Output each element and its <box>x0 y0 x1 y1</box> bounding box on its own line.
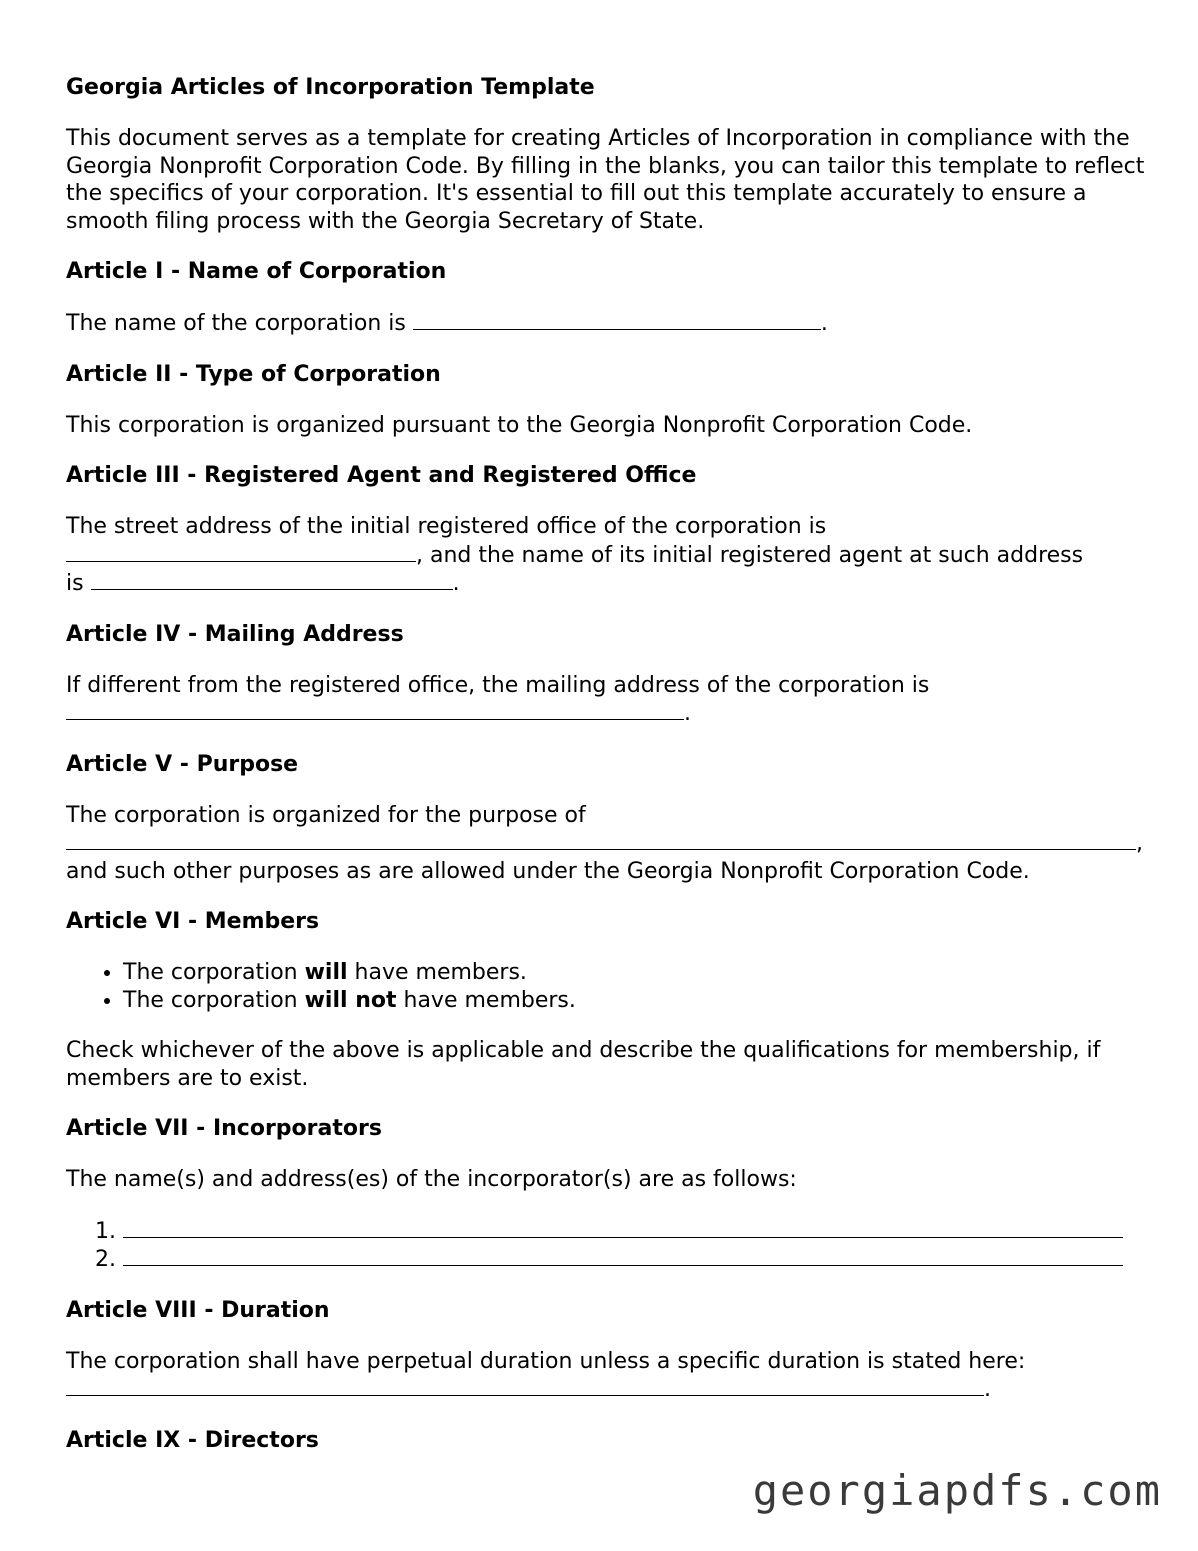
article-4-heading: Article IV - Mailing Address <box>66 621 404 647</box>
article-5-text <box>66 802 1146 886</box>
article-2-text: This corporation is organized pursuant to the Georgia Nonprofit Corporation Code. <box>66 412 973 438</box>
article-3-line3-after: . <box>452 571 460 596</box>
article-7-text: The name(s) and address(es) of the incorporator(s) are as follows: <box>66 1167 797 1192</box>
article-4-line2-after: . <box>684 701 691 726</box>
members-option-will-not[interactable]: • The corporation will not have members. <box>123 987 1146 1015</box>
article-1-text-before: The name of the corporation is <box>66 311 413 336</box>
article-3-line3-before: is <box>66 571 91 596</box>
article-1-text-after: . <box>820 311 828 336</box>
article-3-line1: The street address of the initial registered office of the corporation is <box>66 514 827 539</box>
article-8-line2-after: . <box>984 1377 991 1402</box>
article-2-heading: Article II - Type of Corporation <box>66 361 441 387</box>
document-title: Georgia Articles of Incorporation Template <box>66 75 595 100</box>
article-8-heading: Article VIII - Duration <box>66 1297 330 1323</box>
mailing-address-blank[interactable] <box>66 699 684 720</box>
corporation-name-blank[interactable] <box>413 309 821 330</box>
article-5-line1: The corporation is organized for the purpose of <box>66 802 586 828</box>
article-9-heading: Article IX - Directors <box>66 1427 319 1453</box>
registered-agent-blank[interactable] <box>91 569 453 590</box>
intro-paragraph: This document serves as a template for creating Articles of Incorporation in compliance with the Georgia Nonprofit Corporation Code. By filling in the blanks, you can tailor this template to reflect the specifics of your corporation. It's essential to fill out this template accurately to ensure a smooth filing process with the Georgia Secretary of State. <box>66 126 1145 234</box>
article-3-line2-after: , and the name of its initial registered agent at such address <box>416 542 1084 568</box>
article-7-heading: Article VII - Incorporators <box>66 1116 382 1141</box>
members-option-will[interactable]: • The corporation will have members. <box>123 959 1146 987</box>
duration-blank[interactable] <box>66 1375 984 1396</box>
article-3-text <box>66 513 1146 598</box>
members-options-list <box>66 959 1146 1014</box>
article-6-heading: Article VI - Members <box>66 909 320 934</box>
article-5-heading: Article V - Purpose <box>66 751 299 777</box>
article-4-line1: If different from the registered office, the mailing address of the corporation is <box>66 672 930 698</box>
article-8-line1: The corporation shall have perpetual duration unless a specific duration is stated here: <box>66 1348 1026 1374</box>
article-3-heading: Article III - Registered Agent and Registered Office <box>66 463 697 488</box>
incorporator-2-blank[interactable] <box>123 1245 1146 1274</box>
article-1-heading: Article I - Name of Corporation <box>66 259 447 284</box>
watermark: georgiapdfs.com <box>752 1466 1162 1515</box>
incorporators-list <box>66 1217 1146 1274</box>
article-6-note: Check whichever of the above is applicable and describe the qualifications for membership, if members are to exist. <box>66 1038 1101 1091</box>
article-8-text <box>66 1348 1146 1404</box>
article-5-line3: and such other purposes as are allowed under the Georgia Nonprofit Corporation Code. <box>66 858 1030 884</box>
article-1-text <box>66 309 1146 338</box>
article-5-line2-after: , <box>1136 831 1143 856</box>
purpose-blank[interactable] <box>66 829 1136 850</box>
document-page <box>66 74 1146 1478</box>
article-4-text <box>66 672 1146 728</box>
incorporator-1-blank[interactable] <box>123 1217 1146 1246</box>
registered-office-blank[interactable] <box>66 541 416 562</box>
